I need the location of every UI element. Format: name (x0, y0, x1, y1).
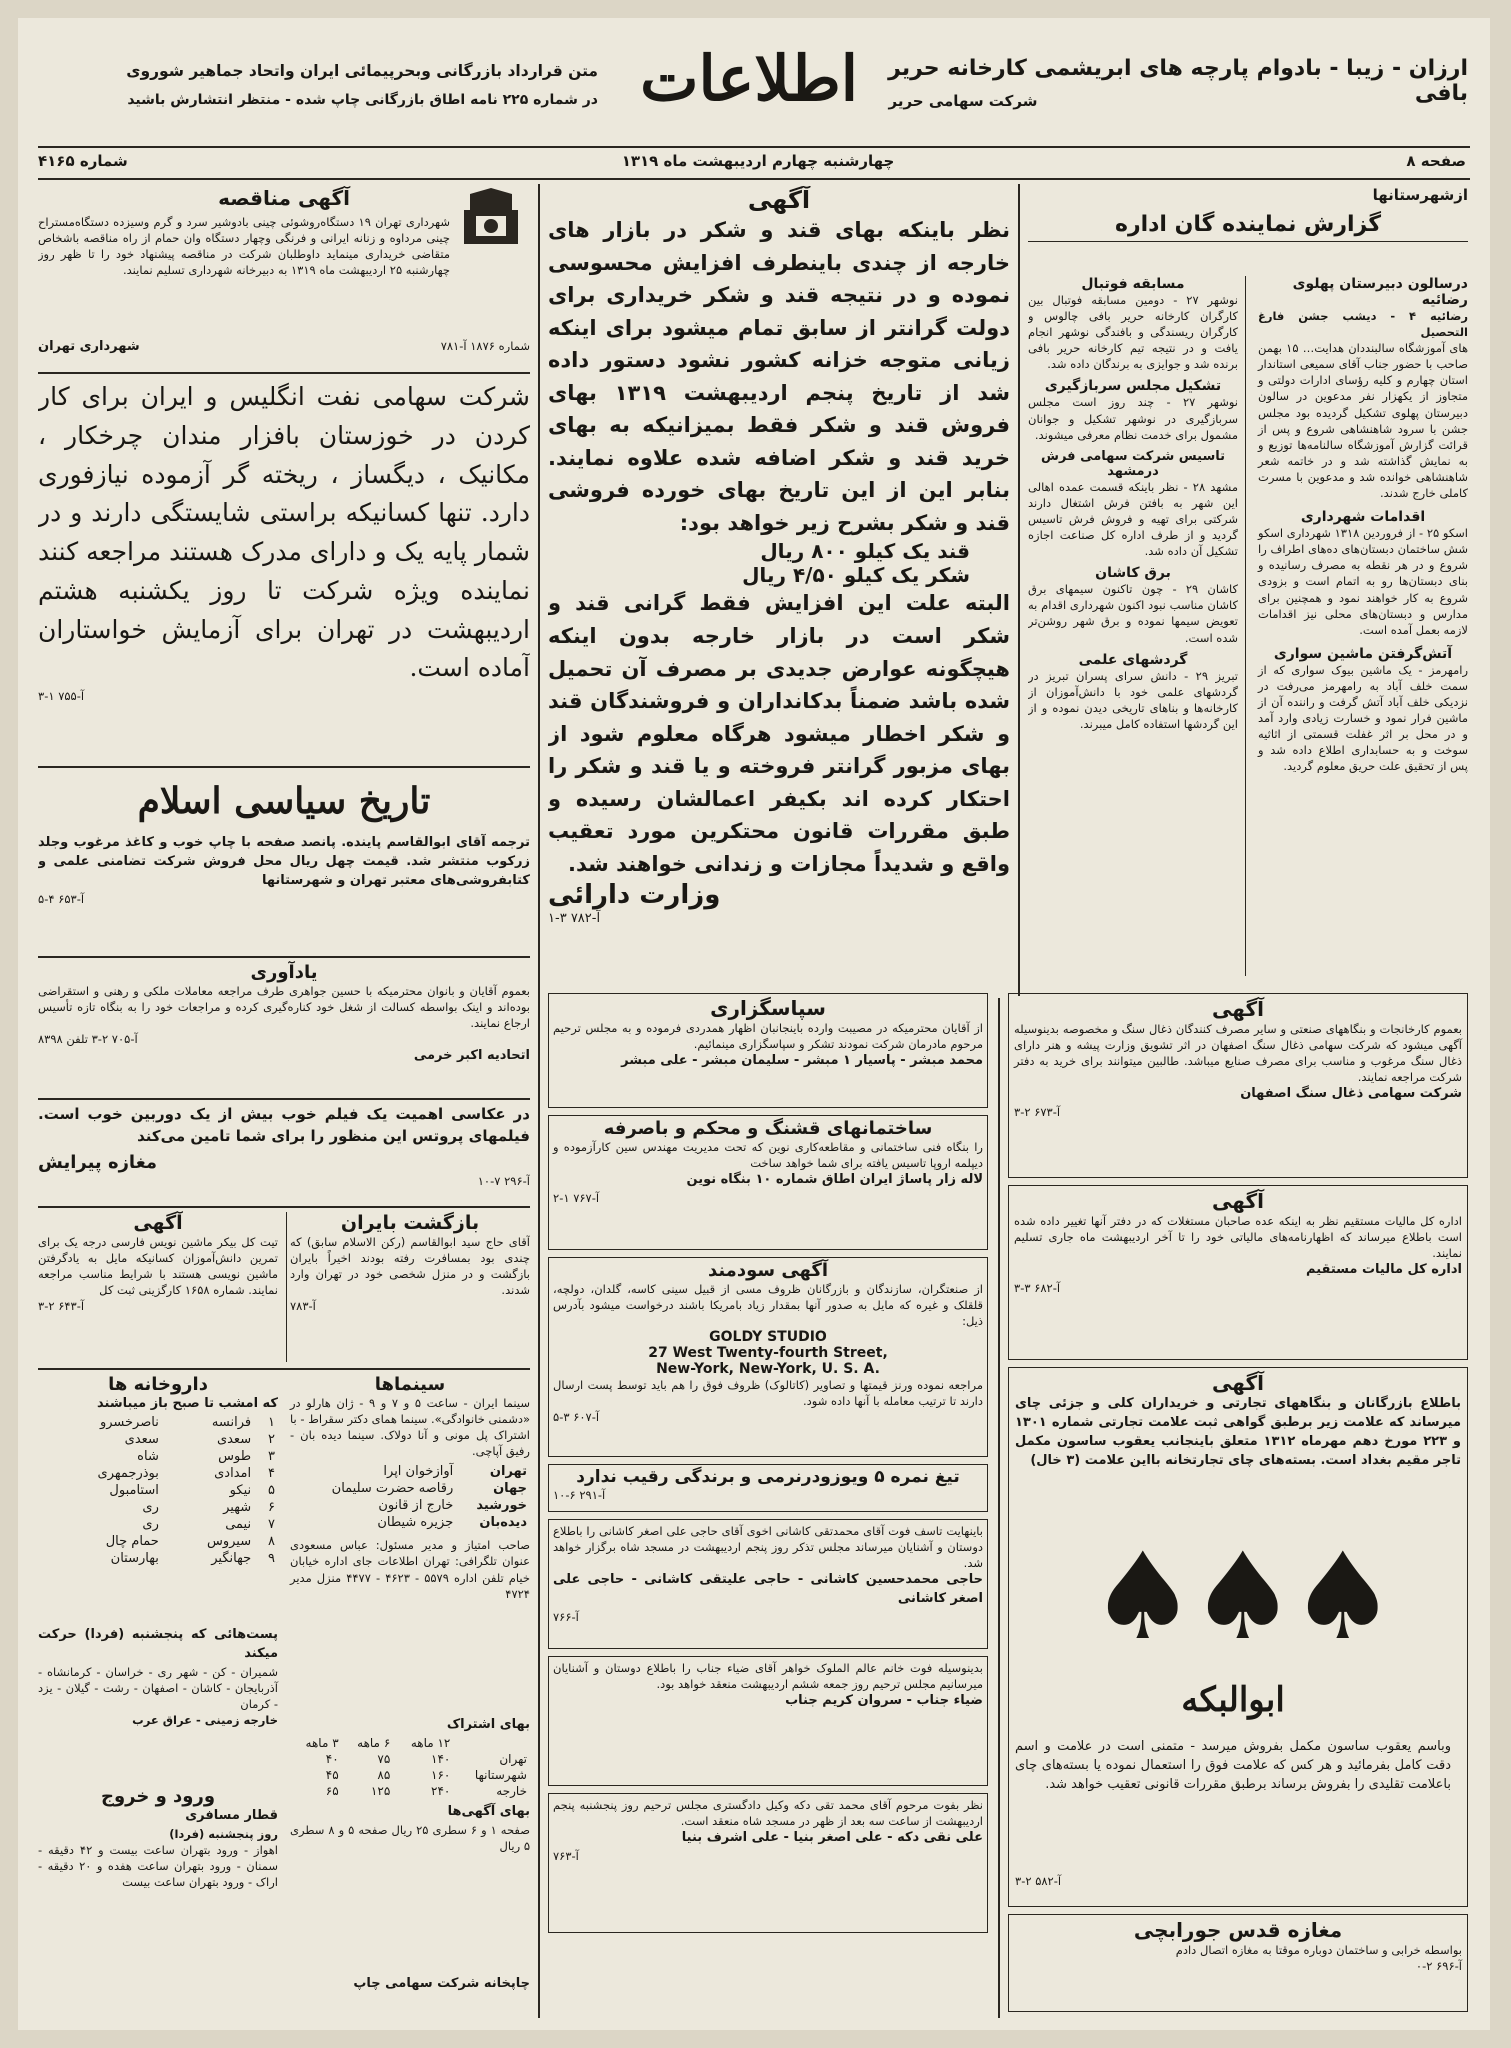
masthead-right-ad-line2: شرکت سهامی حریر (888, 92, 1038, 110)
table-row (290, 1463, 530, 1480)
construction-body: را بنگاه فنی ساختمانی و مقاطعه‌کاری نوین که تحت مدیریت مهندس سین کارآزموده و دیپلمه اروپا تاسیس یافته برای شما خواهد ساخت (553, 1140, 983, 1171)
cinema-name: تهران (489, 1464, 527, 1480)
return-title: بازگشت بایران (340, 1212, 480, 1234)
condolence-box (548, 1656, 988, 1786)
page-label: صفحه ۸ (1406, 152, 1466, 170)
pharmacy-name: امدادی (214, 1465, 252, 1481)
reminder-ad (38, 962, 530, 1092)
table-row (38, 1465, 278, 1482)
section-divider (38, 372, 530, 374)
masthead-rule-top (38, 146, 1470, 148)
book-ad (38, 774, 530, 944)
article-body: نوشهر ۲۷ - چند روز است مجلس سربازگیری در نوشهر تشکیل و جوانان مشمول برای خدمت نظام معرفی میشوند. (1028, 395, 1238, 442)
coal-code: آ-۶۷۳ ۲-۳ (1014, 1105, 1061, 1120)
provinces-column (1028, 186, 1468, 986)
table-row (290, 1783, 530, 1799)
article-body: مشهد ۲۸ - نظر باینکه قسمت عمده اهالی این شهر به بافتن فرش اشتغال دارند شرکتی برای تهیه و فروش فرش تاسیس گردید و از طرف اداره کل صناعت اجازه تشکیل آن داده شد. (1028, 479, 1239, 559)
table-cell: تهران (499, 1751, 527, 1766)
tea-brand: ابوالبکه (1181, 1680, 1285, 1720)
article-heading: مسابقه فوتبال (1081, 276, 1185, 292)
table-cell: ۶۵ (325, 1783, 339, 1798)
table-cell: ۳ ماهه (305, 1735, 339, 1750)
tender-title: آگهی مناقصه (218, 186, 350, 210)
tea-body: باطلاع بازرگانان و بنگاههای تجارتی و خریداران کلی و جزئی چای میرساند که علامت زیر برطبق گواهی ثبت علامت تجارتی شماره ۱۳۰۱ و ۲۲۳ مورخ دهم مهرماه ۱۳۱۲ متعلق باینجانب یعقوب ساسون مکمل تاجر مقیم بغداد است. بسته‌های چای تجارتخانه بااین علامت (۳ خال) (1015, 1396, 1462, 1468)
pharmacy-name: جهانگیر (211, 1550, 252, 1566)
razor-blade-ad (548, 1464, 988, 1512)
table-cell: ۱۶۰ (431, 1767, 451, 1782)
typing-body: تیت کل بیکر ماشین نویس فارسی درجه یک برای تمرین دانش‌آموزان کسانیکه مایل به یادگرفتن ماشین نویسی هستند با شرایط مناسب مراجعه نمایند. شماره ۱۶۵۸ کارگزینی ثبت کل (38, 1235, 278, 1298)
masthead-title: اطلاعات (640, 42, 858, 115)
cinema-name: خورشید (476, 1498, 527, 1514)
coal-signature: شرکت سهامی ذغال سنگ اصفهان (1240, 1086, 1462, 1102)
condolence-body: نظر بفوت مرحوم آقای محمد تقی دکه وکیل دادگستری مجلس ترحیم روز پنجشنبه پنجم اردیبهشت از ساعت سه بعد از ظهر در مسجد شاه منعقد است. (553, 1798, 983, 1829)
pharmacy-street: ری (142, 1499, 159, 1515)
section-divider (38, 1098, 530, 1100)
cinema-body: سینما ایران - ساعت ۵ و ۷ و ۹ - ژان هارلو در «دشمنی خانوادگی». سینما همای دکتر سقراط - با اشتراک پل مونی و آنا دولاک. سینما دیده بان - رفیق آپاچی. (290, 1396, 530, 1459)
table-cell: ۷۵ (377, 1751, 391, 1766)
construction-ad (548, 1115, 988, 1250)
article-heading: تاسیس شرکت سهامی فرش درمشهد (1041, 448, 1225, 479)
post-title: پست‌هائی که پنجشنبه (فردا) حرکت میکند (38, 1627, 278, 1661)
printer-credit: چاپخانه شرکت سهامی چاپ (353, 1976, 530, 1991)
tax-ad (1008, 1185, 1468, 1360)
useful-address-line: New-York, New-York, U. S. A. (656, 1361, 880, 1378)
pharmacy-number: ۳ (268, 1448, 275, 1464)
masthead-left-line1: متن قرارداد بازرگانی وبحرپیمائی ایران واتحاد جماهیر شوروی (126, 62, 598, 80)
spade-icon: ♠ (1089, 1528, 1197, 1667)
notice-body: البته علت این افزایش فقط گرانی قند و شکر است در بازار خارجه بدون اینکه هیچگونه عوارض جدیدی بر مصرف آن تحمیل شده باشد ضمناً بدکانداران و فروشندگان قند و شکر اخطار میشود هرگاه معلوم شود از بهای مزبور گرانتر فروخته و یا قند و شکر را احتکار کرده اند بکیفر اعمالشان رسیده و طبق مقررات قانون محتکرین مورد تعقیب واقع و شدیداً مجازات و زندانی خواهند شد. (548, 591, 1010, 876)
table-row (290, 1514, 530, 1531)
cinema-film: آوازخوان اپرا (383, 1464, 454, 1480)
tax-title: آگهی (1212, 1189, 1264, 1213)
lower-right-column (1008, 993, 1470, 2023)
post-body: شمیران - کن - شهر ری - خراسان - کرمانشاه - آذربایجان - کاشان - اصفهان - رشت - گیلان - یزد - کرمان (38, 1664, 278, 1711)
cinema-table (290, 1463, 530, 1531)
pharmacy-number: ۲ (268, 1431, 275, 1447)
article-heading: برق کاشان (1095, 565, 1171, 582)
useful-title: آگهی سودمند (707, 1260, 829, 1281)
table-row (38, 1499, 278, 1516)
book-title-calligraphy: تاریخ سیاسی اسلام (137, 780, 431, 822)
pharmacy-street: سعدی (124, 1431, 159, 1447)
pharmacy-street: بوذرجمهری (97, 1465, 159, 1481)
oil-company-code: آ-۷۵۵ ۱-۳ (38, 689, 85, 703)
cinema-film: خارج از قانون (378, 1498, 454, 1514)
film-shop: مغازه پیرایش (38, 1151, 157, 1173)
useful-code: آ-۶۰۷ ۳-۵ (553, 1410, 600, 1425)
pharmacy-number: ۱ (268, 1414, 275, 1430)
table-cell (453, 1735, 530, 1751)
pharmacy-listing (38, 1374, 278, 1614)
pharmacy-street: استامبول (109, 1482, 159, 1498)
hosiery-shop-ad (1008, 1914, 1468, 2012)
transport-box (38, 1786, 278, 2016)
condolence-signature: ضیاء جناب - سروان کریم جناب (785, 1693, 983, 1709)
pharmacy-number: ۶ (268, 1499, 275, 1515)
price-sugar: شکر یک کیلو ۴/۵۰ ریال (742, 563, 970, 588)
pharmacy-name: شهیر (223, 1499, 252, 1515)
film-body: در عکاسی اهمیت یک فیلم خوب بیش از یک دوربین خوب است. فیلمهای پروتس این منظور را برای شما تامین می‌کند (38, 1105, 530, 1145)
tea-title: آگهی (1212, 1371, 1264, 1395)
cinema-name: دیده‌بان (479, 1515, 527, 1531)
column-separator (1018, 184, 1020, 996)
return-code: آ-۷۸۳ (290, 1299, 316, 1314)
subscription-title: بهای اشتراک (446, 1717, 530, 1732)
pharmacy-street: ناصرخسرو (99, 1414, 159, 1430)
table-cell: ۸۵ (377, 1767, 391, 1782)
oil-company-ad (38, 378, 530, 718)
reminder-body: بعموم آقایان و بانوان محترمیکه با حسین جواهری طرف مراجعه معاملات ملکی و رهنی و استقراضی بوده‌اند و اینک بواسطه کسالت از شغل خود کناره‌گیری کرده و مراجعات خود را به بنگاه تازه تأسیس ارجاع نمایند. (38, 984, 530, 1031)
useful-address-line: 27 West Twenty-fourth Street, (648, 1345, 888, 1362)
notice-title: آگهی (747, 186, 811, 214)
condolence-body: باینهایت تاسف فوت آقای محمدتقی کاشانی اخوی آقای حاجی علی اصغر کاشانی را باطلاع دوستان و آشنایان میرساند مجلس تذکر روز پنجم اردیبهشت در مسجد شاه برگزار خواهد شد. (553, 1524, 983, 1571)
film-ad (38, 1104, 530, 1204)
pharmacy-name: نیکو (229, 1482, 252, 1498)
pharmacy-street: حمام چال (105, 1533, 159, 1549)
thanks-title: سپاسگزاری (710, 996, 826, 1020)
pharmacy-number: ۹ (268, 1550, 275, 1566)
thanks-body: از آقایان محترمیکه در مصیبت وارده باینجانبان اظهار همدردی فرموده و به مجلس ترحیم مرحوم مادرمان شرکت نمودند تشکر و سپاسگزاری مینمائیم. (553, 1021, 983, 1052)
tender-code: شماره ۱۸۷۶ آ-۷۸۱ (440, 339, 530, 353)
subscription-table (290, 1735, 530, 1799)
table-row (38, 1431, 278, 1448)
newspaper-page (18, 18, 1490, 2030)
cinema-title: سینماها (374, 1374, 446, 1395)
article-body: کاشان ۲۹ - چون تاکنون سیمهای برق کاشان مناسب نبود اکنون شهرداری اقدام به تعویض سیمها نموده و برق شهر روشن‌تر شده است. (1028, 582, 1238, 645)
subscription-box (290, 1716, 530, 1916)
table-row (38, 1550, 278, 1567)
ads-price-title: بهای آگهی‌ها (447, 1803, 530, 1819)
center-column (548, 186, 1010, 986)
cinema-name: جهان (493, 1481, 527, 1497)
reminder-signature: اتحادیه اکبر خرمی (413, 1048, 530, 1064)
pharmacy-number: ۴ (268, 1465, 275, 1481)
column-separator (538, 184, 540, 2018)
notice-signature: وزارت دارائی (548, 880, 721, 911)
return-body: آقای حاج سید ابوالقاسم (رکن الاسلام سابق) که چندی بود بمسافرت رفته بودند اخیراً بایران بازگشت و در منزل شخصی خود در تهران وارد شدند. (290, 1235, 530, 1298)
table-row (290, 1480, 530, 1497)
book-code: آ-۶۵۳ ۴-۵ (38, 891, 85, 906)
notice-body: نظر باینکه بهای قند و شکر در بازار های خارجه از چندی باینطرف افزایش محسوسی نموده و در نتیجه قند و شکر خریداری برای دولت گرانتر از سابق تمام میشود برای اینکه زیانی متوجه خزانه کشور نشود دستور داده شد از تاریخ پنجم اردیبهشت ۱۳۱۹ بهای فروش قند و شکر فقط بمیزانیکه به بهای خرید قند و شکر اضافه شده علاوه نمایند. بنابر این از این تاریخ بهای خورده فروشی قند و شکر بشرح زیر خواهد بود: (548, 218, 1010, 535)
section-divider (38, 1206, 530, 1208)
cinema-film: جزیره شیطان (377, 1515, 454, 1531)
table-row (290, 1751, 530, 1767)
table-cell: ۲۴۰ (431, 1783, 451, 1798)
coal-ad (1008, 993, 1468, 1178)
article-heading: اقدامات شهرداری (1300, 509, 1426, 526)
pharmacy-street: ری (142, 1516, 159, 1532)
pharmacy-name: سعدی (216, 1431, 252, 1447)
construction-address: لاله زار پاساژ ایران اطاق شماره ۱۰ بنگاه نوین (686, 1172, 983, 1188)
table-cell: ۶ ماهه (357, 1735, 391, 1750)
post-listing (38, 1626, 278, 1776)
transport-body: اهواز - ورود بتهران ساعت بیست و ۴۲ دقیقه - سمنان - ورود بتهران ساعت هفده و ۲۰ دقیقه - اراک - ورود بتهران ساعت بیست (38, 1842, 278, 1890)
section-divider (38, 956, 530, 958)
return-ad (290, 1212, 530, 1362)
cinema-listing (290, 1374, 530, 1704)
table-row (290, 1767, 530, 1783)
condolence-body: بدینوسیله فوت خانم عالم الملوک خواهر آقای ضیاء جناب را باطلاع دوستان و آشنایان میرسانیم مجلس ترحیم روز جمعه ششم اردیبهشت منعقد خواهد بود. (553, 1661, 983, 1692)
table-row (38, 1516, 278, 1533)
pharmacy-street: شاه (137, 1448, 159, 1464)
masthead-left-line2: در شماره ۲۲۵ نامه اطاق بازرگانی چاپ شده - منتظر انتشارش باشید (127, 92, 598, 108)
table-cell: ۴۰ (325, 1751, 339, 1766)
thanks-signature: محمد مبشر - پاسیار ۱ مبشر - سلیمان مبشر - علی مبشر (621, 1053, 983, 1069)
article-body: رامهرمز - یک ماشین بیوک سواری که از سمت خلف آباد به رامهرمز می‌رفت در نزدیکی خلف آباد آتش گرفت و راننده آن از ماشین فرار نمود و خسارت زیادی وارد آمد و در محل بر اثر غفلت قسمتی از اثاثیه سوخت و به حسابداری اطلاع داده شد و پس از تحقیق علت حریق معلوم گردید. (1258, 662, 1468, 774)
reminder-code: آ-۷۰۵ ۲-۳ تلفن ۸۳۹۸ (38, 1032, 138, 1047)
column-separator (286, 1212, 287, 1362)
useful-body: از صنعتگران، سازندگان و بازرگانان ظروف مسی از قبیل سینی کاسه، گلدان، دولچه، قلقلک و غیره که مایل به صدور آنها بمقدار زیاد بامریکا باشند درخواست میشود بآدرس ذیل: (553, 1282, 983, 1329)
razor-blade-text: تیغ نمره ۵ ویوزودرنرمی و برندگی رقیب ندارد (576, 1467, 960, 1487)
post-foreign: خارجه زمینی - عراق عرب (132, 1712, 278, 1727)
table-cell: ۱۲ ماهه (410, 1735, 451, 1750)
book-body: ترجمه آقای ابوالقاسم پاینده. پانصد صفحه با چاپ خوب و کاغذ مرغوب وجلد زرکوب منتشر شد. قیمت چهل ریال محل فروش شرکت تضامنی علمی و کتابفروشی‌های معتبر تهران و شهرستانها (38, 835, 530, 888)
table-cell: ۴۵ (325, 1767, 339, 1782)
masthead-right-ad-line1: ارزان - زیبا - بادوام پارچه های ابریشمی کارخانه حریر بافی (888, 56, 1468, 106)
issue-number: شماره ۴۱۶۵ (38, 152, 128, 170)
typing-ad (38, 1212, 278, 1362)
film-code: آ-۲۹۶ ۷-۱۰ (477, 1173, 530, 1188)
table-row (38, 1448, 278, 1465)
tea-body: وباسم یعقوب ساسون مکمل بفروش میرسد - متمنی است در علامت و اسم دقت کامل بفرمائید و هر کس که علامت فوق را استعمال نموده یا بسته‌های چای باعلامت تقلیدی را بفروش برساند برطبق مقررات قانونی تعقیب خواهد شد. (1015, 1739, 1451, 1792)
pharmacy-name: طوس (218, 1448, 252, 1464)
transport-title: ورود و خروج (100, 1786, 216, 1807)
pharmacy-name: سیروس (206, 1533, 252, 1549)
pharmacy-name: نیمی (225, 1516, 252, 1532)
table-row (290, 1735, 530, 1751)
notice-code: آ-۷۸۲ ۳-۱ (548, 911, 601, 927)
transport-subtitle: قطار مسافری (185, 1808, 278, 1823)
issue-date: چهارشنبه چهارم اردیبهشت ماه ۱۳۱۹ (621, 152, 895, 170)
thanks-box (548, 993, 988, 1108)
ads-price-body: صفحه ۱ و ۶ سطری ۲۵ ریال صفحه ۵ و ۸ سطری ۵ ریال (290, 1822, 530, 1853)
table-cell: ۱۴۰ (431, 1751, 451, 1766)
coal-body: بعموم کارخانجات و بنگاههای صنعتی و سایر مصرف کنندگان ذغال سنگ و مخصوصه بدینوسیله آگهی میشود که شرکت سهامی ذغال سنگ اصفهان در اثر تشویق وزارت پیشه و هنر دارای ذغال سنگ مرغوب و مناسب برای مصرف صنایع میباشد. طالبین میتوانند برای خرید به دفتر شرکت مراجعه نمایند. (1014, 1022, 1462, 1085)
report-title: گزارش نماینده گان اداره (1028, 212, 1468, 242)
typing-title: آگهی (133, 1212, 183, 1234)
tender-signature: شهرداری تهران (38, 339, 140, 354)
tender-ad (38, 186, 530, 366)
tax-body: اداره کل مالیات مستقیم نظر به اینکه عده صاحبان مستغلات که در دفتر آنها تغییر داده شده است باطلاع میرساند که اظهارنامه‌های مالیاتی خود را تا آخر اردیبهشت ماه جاری تسلیم نمایند. (1014, 1214, 1462, 1261)
pharmacy-subtitle: که امشب تا صبح باز میباشند (97, 1396, 278, 1411)
shop-body: بواسطه خرابی و ساختمان دوباره موقتا به مغازه اتصال دادم (1175, 1943, 1462, 1957)
reminder-title: یادآوری (250, 962, 318, 983)
article-heading: درسالون دبیرستان پهلوی رضائیه (1292, 276, 1468, 308)
condolence-code: آ-۷۶۶ (553, 1609, 579, 1624)
price-sugar-cube: قند یک کیلو ۸۰۰ ریال (760, 539, 970, 564)
oil-company-body: شرکت سهامی نفت انگلیس و ایران برای کار کردن در خوزستان بافزار مندان چرخکار ، مکانیک ، دیگساز ، ریخته گر آزموده نیازفوری دارد. تنها کسانیکه براستی شایستگی دارند و در شمار پایه یک و دارای مدرک هستند مراجعه کنند نماینده ویژه شرکت تا روز یکشنبه هشتم اردیبهشت در تهران برای آزمایش خواستاران آماده است. (38, 382, 530, 683)
masthead-rule-bottom (38, 178, 1470, 180)
condolence-signature: علی نقی دکه - علی اصغر بنیا - علی اشرف بنیا (681, 1830, 983, 1846)
tax-code: آ-۶۸۲ ۳-۳ (1014, 1281, 1061, 1296)
condolence-box (548, 1519, 988, 1649)
pharmacy-street: بهارستان (110, 1550, 159, 1566)
tender-body: شهرداری تهران ۱۹ دستگاه‌روشوئی چینی بادوشیر سرد و گرم وسیزده دستگاه‌مستراح چینی مرداوه و زنانه ایرانی و فرنگی وچهار دستگاه وان حمام از راه مناقصه باشخاص متقاضی خریداری مینماید داوطلبان شرکت در مناقصه پیشنهاد خود را تا ظهر روز چهارشنبه ۲۵ اردیبهشت ماه ۱۳۱۹ به دبیرخانه شهرداری تسلیم نمایند. (38, 215, 450, 278)
tax-signature: اداره کل مالیات مستقیم (1306, 1262, 1462, 1278)
typing-code: آ-۶۴۳ ۲-۳ (38, 1299, 85, 1314)
column-separator (998, 998, 1000, 2018)
coal-title: آگهی (1212, 997, 1264, 1021)
article-body: های آموزشگاه سالبنددان هدایت… ۱۵ بهمن صاحب با حضور جناب آقای سمیعی استاندار استان چهارم و کلیه رؤسای ادارات دولتی و متجاوز از یکهزار نفر مدعوین در سالون دبیرستان پهلوی تشکیل گردیده بود مجلس جشن با سرود شاهنشاهی شروع و پس از قرائت گزارش آموزشگاه سالنامه‌ها توزیع و به نمایش گذاشته شد و در خاتمه شعر شاهنشاهی خوانده شد و مدعوین با مسرت کاملی خارج شدند. (1258, 341, 1468, 501)
table-row (38, 1533, 278, 1550)
table-cell: شهرستانها (474, 1767, 527, 1782)
table-row (38, 1414, 278, 1431)
center-lower-column (548, 993, 993, 2023)
section-heading: ازشهرستانها (1372, 186, 1468, 204)
construction-title: ساختمانهای قشنگ و محکم و باصرفه (603, 1118, 933, 1139)
useful-body: مراجعه نموده ورنز قیمتها و تصاویر (کاتالوک) ظروف فوق را هم باید توسط پست ارسال دارند تا ترتیب معامله با آنها داده شود. (553, 1378, 983, 1409)
useful-ad (548, 1257, 988, 1457)
cinema-film: رقاصه حضرت سلیمان (331, 1481, 454, 1497)
condolence-code: آ-۷۶۳ (553, 1849, 579, 1864)
article-heading: تشکیل مجلس سربازگیری (1044, 378, 1222, 395)
construction-code: آ-۷۶۷ ۱-۲ (553, 1191, 600, 1206)
article-heading: آتش‌گرفتن ماشین سواری (1273, 645, 1453, 662)
shop-title: مغازه قدس جورابچی (1133, 1918, 1343, 1942)
tea-code: آ-۵۸۲ ۲-۳ (1015, 1874, 1062, 1888)
pharmacy-table (38, 1414, 278, 1567)
spade-icon: ♠ (1189, 1528, 1297, 1667)
tea-trademark-ad (1008, 1367, 1468, 1907)
section-divider (38, 766, 530, 768)
pharmacy-number: ۵ (268, 1482, 275, 1498)
shop-code: آ-۶۹۶ ۲-۰ (1415, 1959, 1462, 1974)
article-body: نوشهر ۲۷ - دومین مسابقه فوتبال بین کارگران کارخانه حریر بافی چالوس و کارگران ریسندگی و بافندگی نوشهر انجام یافت و در نتیجه تیم کارخانه حریر بافی برنده شد و جوایزی به برندگان داده شد. (1028, 293, 1238, 372)
transport-day: روز پنجشنبه (فردا) (169, 1826, 278, 1841)
condolence-signature: حاجی محمدحسین کاشانی - حاجی علیتقی کاشانی - حاجی علی اصغر کاشانی (553, 1572, 983, 1607)
article-heading: گردشهای علمی (1078, 651, 1188, 668)
pharmacy-number: ۸ (268, 1533, 275, 1549)
spade-trademark (1089, 1528, 1397, 1668)
condolence-box (548, 1793, 988, 1933)
pharmacy-name: فرانسه (211, 1414, 252, 1430)
razor-blade-code: آ-۲۹۱ ۶-۱۰ (553, 1488, 606, 1502)
table-cell: خارجه (496, 1783, 527, 1798)
pharmacy-number: ۷ (268, 1516, 275, 1532)
article-body: تبریز ۲۹ - دانش سرای پسران تبریز در گردشهای علمی خود با دانش‌آموزان از کارخانه‌ها و بناهای تاریخی دیدن نموده و از این گردشها استفاده کامل میبرند. (1028, 668, 1239, 731)
table-row (290, 1497, 530, 1514)
useful-address-line: GOLDY STUDIO (709, 1329, 827, 1346)
article-body: اسکو ۲۵ - از فروردین ۱۳۱۸ شهرداری اسکو شش ساختمان دبستان‌های ده‌های اطراف را شروع و در هر نقطه به مصرف رسانیده و بنای دبستان‌ها رو به اتمام است و بزودی شروع به کار خواهند نمود و همچنین برای مدارس و دبستان‌های محلی نیز اقدامات لازمه بعمل آمده است. (1258, 526, 1468, 637)
table-cell: ۱۲۵ (370, 1783, 391, 1798)
section-divider (38, 1368, 530, 1370)
table-row (38, 1482, 278, 1499)
spade-icon: ♠ (1289, 1528, 1397, 1667)
publisher-info: صاحب امتیاز و مدیر مسئول: عباس مسعودی عنوان تلگرافی: تهران اطلاعات جای اداره خیابان خیام تلفن اداره ۵۵۷۹ - ۴۶۲۳ - ۴۴۷۷ منزل مدیر ۴۷۲۴ (290, 1538, 530, 1601)
left-column (38, 186, 530, 2020)
article-subheading: رضائیه ۴ - دیشب جشن فارغ التحصیل (1258, 309, 1468, 340)
pharmacy-title: داروخانه ها (108, 1374, 208, 1395)
